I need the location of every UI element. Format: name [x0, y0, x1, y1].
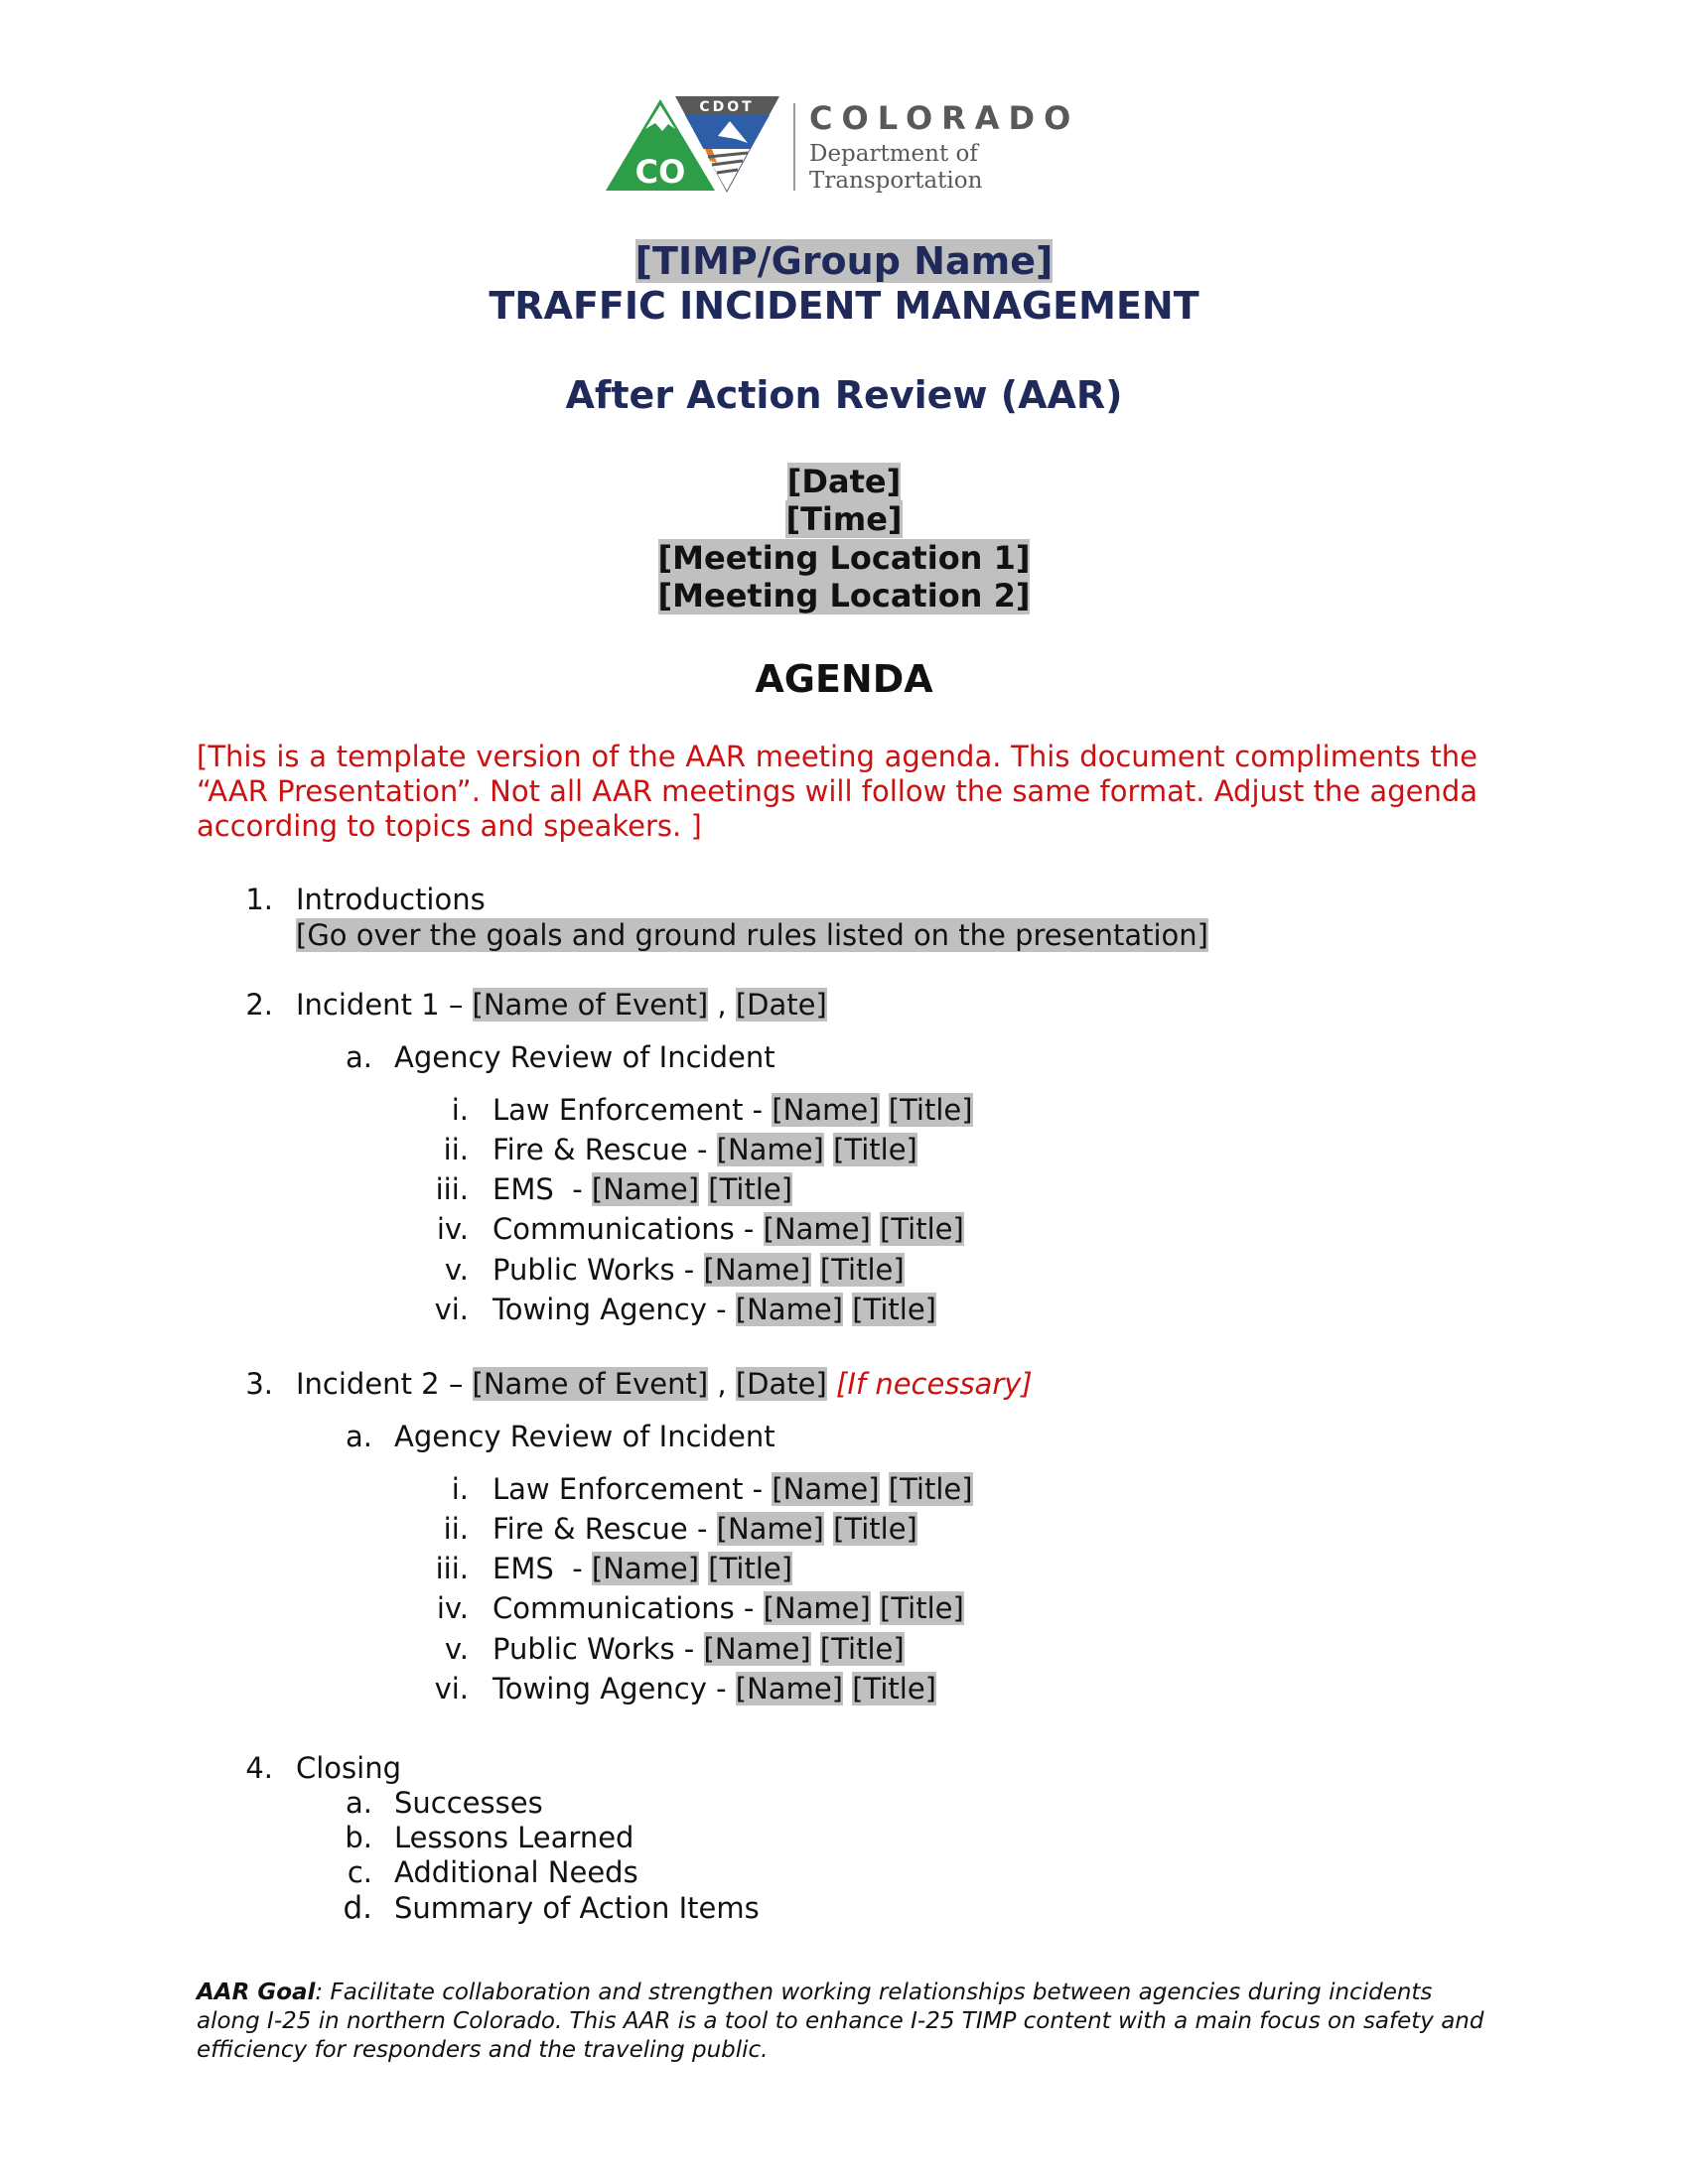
agency-name-placeholder[interactable]: [Name]	[763, 1591, 871, 1625]
agency-name-placeholder[interactable]: [Name]	[716, 1133, 824, 1166]
item-number: 1.	[245, 883, 273, 916]
agency-row	[0, 1471, 1688, 1507]
agency-number: vi.	[434, 1293, 469, 1326]
agenda-item-incident-2	[0, 1366, 1688, 1402]
agency-label: Fire & Rescue -	[492, 1512, 708, 1546]
svg-text:CDOT: CDOT	[699, 99, 755, 115]
closing-sub-item	[0, 1820, 1688, 1855]
agency-number: iii.	[435, 1172, 469, 1206]
agency-line	[492, 1252, 905, 1288]
document-title: After Action Review (AAR)	[565, 373, 1123, 417]
agency-line	[492, 1511, 917, 1547]
agency-line	[492, 1590, 964, 1626]
agency-line	[492, 1171, 792, 1207]
agency-number: vi.	[434, 1672, 469, 1706]
agency-line	[492, 1551, 792, 1586]
agency-label: Towing Agency -	[492, 1293, 727, 1326]
program-title: TRAFFIC INCIDENT MANAGEMENT	[489, 284, 1199, 328]
agency-title-placeholder[interactable]: [Title]	[888, 1093, 973, 1127]
sub-item-letter: a.	[346, 1420, 372, 1453]
meeting-location-1-placeholder[interactable]: [Meeting Location 1]	[657, 539, 1031, 577]
meeting-location-2-line	[0, 577, 1688, 614]
agency-number: ii.	[443, 1512, 469, 1546]
agency-label: Towing Agency -	[492, 1672, 727, 1706]
agency-row	[0, 1132, 1688, 1167]
sub-item-label: Lessons Learned	[394, 1821, 634, 1854]
incident-1-label: Incident 1 –	[296, 988, 464, 1022]
sub-item-letter: a.	[346, 1786, 372, 1820]
agency-name-placeholder[interactable]: [Name]	[735, 1293, 843, 1326]
agency-line	[492, 1292, 936, 1327]
agency-title-placeholder[interactable]: [Title]	[708, 1172, 793, 1206]
introductions-note-placeholder[interactable]: [Go over the goals and ground rules listed on the presentation]	[296, 918, 1208, 952]
agency-label: Law Enforcement -	[492, 1472, 764, 1506]
separator: ,	[717, 1367, 727, 1401]
item-number: 3.	[245, 1367, 273, 1401]
agency-row	[0, 1292, 1688, 1327]
if-necessary-note: [If necessary]	[836, 1367, 1033, 1401]
agency-name-placeholder[interactable]: [Name]	[591, 1172, 700, 1206]
aar-goal-label: AAR Goal	[197, 1979, 316, 2005]
agency-row	[0, 1252, 1688, 1288]
meeting-time-placeholder[interactable]: [Time]	[785, 500, 903, 538]
agenda-item-introductions	[0, 882, 1688, 917]
agency-row	[0, 1511, 1688, 1547]
agency-number: v.	[444, 1632, 469, 1666]
agency-label: Public Works -	[492, 1253, 695, 1287]
agency-line	[492, 1631, 905, 1667]
agency-name-placeholder[interactable]: [Name]	[703, 1253, 811, 1287]
meeting-date-placeholder[interactable]: [Date]	[786, 463, 902, 500]
closing-sub-item	[0, 1785, 1688, 1821]
agency-line	[492, 1132, 917, 1167]
incident-2-event-placeholder[interactable]: [Name of Event]	[472, 1367, 709, 1401]
agency-title-placeholder[interactable]: [Title]	[708, 1552, 793, 1585]
svg-text:CO: CO	[634, 153, 686, 191]
meeting-date-line	[0, 463, 1688, 500]
agency-number: ii.	[443, 1133, 469, 1166]
agency-name-placeholder[interactable]: [Name]	[591, 1552, 700, 1585]
sub-item-label: Agency Review of Incident	[394, 1040, 775, 1074]
introductions-note-line	[296, 917, 1208, 953]
agency-name-placeholder[interactable]: [Name]	[763, 1212, 871, 1246]
agency-row	[0, 1171, 1688, 1207]
agency-name-placeholder[interactable]: [Name]	[772, 1472, 880, 1506]
agency-name-placeholder[interactable]: [Name]	[716, 1512, 824, 1546]
group-name-placeholder[interactable]: [TIMP/Group Name]	[634, 239, 1054, 283]
agency-number: i.	[451, 1472, 469, 1506]
agency-row	[0, 1551, 1688, 1586]
incident-2-date-placeholder[interactable]: [Date]	[735, 1367, 827, 1401]
meeting-location-2-placeholder[interactable]: [Meeting Location 2]	[657, 577, 1031, 614]
agency-title-placeholder[interactable]: [Title]	[888, 1472, 973, 1506]
cdot-logo	[601, 91, 1087, 201]
agency-title-placeholder[interactable]: [Title]	[880, 1591, 964, 1625]
agency-number: i.	[451, 1093, 469, 1127]
sub-item-label: Additional Needs	[394, 1855, 638, 1889]
agency-label: EMS -	[492, 1552, 583, 1585]
cdot-logo-mark-icon	[601, 91, 1087, 201]
agency-title-placeholder[interactable]: [Title]	[880, 1212, 964, 1246]
agency-label: Communications -	[492, 1212, 755, 1246]
agenda-item-incident-1	[0, 987, 1688, 1023]
meeting-time-line	[0, 500, 1688, 538]
item-number: 4.	[245, 1751, 273, 1785]
agency-name-placeholder[interactable]: [Name]	[735, 1672, 843, 1706]
agency-number: iv.	[436, 1212, 469, 1246]
incident-1-line	[296, 987, 827, 1023]
svg-text:COLORADO: COLORADO	[809, 99, 1080, 137]
agency-label: Communications -	[492, 1591, 755, 1625]
separator: ,	[717, 988, 727, 1022]
svg-text:Transportation: Transportation	[809, 168, 983, 194]
item-label: Closing	[296, 1751, 402, 1785]
agency-row	[0, 1631, 1688, 1667]
sub-item-letter: d.	[343, 1890, 372, 1926]
agency-label: Public Works -	[492, 1632, 695, 1666]
incident-2-label: Incident 2 –	[296, 1367, 464, 1401]
agency-name-placeholder[interactable]: [Name]	[772, 1093, 880, 1127]
agency-row	[0, 1671, 1688, 1706]
agency-title-placeholder[interactable]: [Title]	[819, 1253, 905, 1287]
agency-title-placeholder[interactable]: [Title]	[833, 1133, 917, 1166]
agency-title-placeholder[interactable]: [Title]	[852, 1672, 936, 1706]
incident-2-line	[296, 1366, 1033, 1402]
meeting-location-1-line	[0, 539, 1688, 577]
agency-title-placeholder[interactable]: [Title]	[852, 1293, 936, 1326]
agency-line	[492, 1092, 973, 1128]
closing-sub-item	[0, 1854, 1688, 1890]
incident-1-date-placeholder[interactable]: [Date]	[735, 988, 827, 1022]
agency-label: Law Enforcement -	[492, 1093, 764, 1127]
agency-row	[0, 1590, 1688, 1626]
agency-label: EMS -	[492, 1172, 583, 1206]
sub-item-label: Agency Review of Incident	[394, 1420, 775, 1453]
agency-row	[0, 1211, 1688, 1247]
agency-title-placeholder[interactable]: [Title]	[833, 1512, 917, 1546]
sub-item-letter: c.	[347, 1855, 372, 1889]
sub-item-label: Successes	[394, 1786, 543, 1820]
aar-goal-text: : Facilitate collaboration and strengthen working relationships between agencies during incidents along I-25 in northern Colorado. This AAR is a tool to enhance I-25 TIMP content with a main focus on safety and efficiency for responders and the traveling public.	[197, 1979, 1484, 2063]
aar-goal-statement	[197, 1979, 1487, 2065]
incident-2-agency-review	[0, 1419, 1688, 1454]
agency-row	[0, 1092, 1688, 1128]
agency-line	[492, 1471, 973, 1507]
group-name-line	[0, 239, 1688, 283]
agency-label: Fire & Rescue -	[492, 1133, 708, 1166]
template-instruction-note: [This is a template version of the AAR meeting agenda. This document compliments the “AAR Presentation”. Not all AAR meetings will follow the same format. Adjust the agenda according to topics and speakers. ]	[197, 740, 1477, 843]
agency-name-placeholder[interactable]: [Name]	[703, 1632, 811, 1666]
agency-title-placeholder[interactable]: [Title]	[819, 1632, 905, 1666]
sub-item-label: Summary of Action Items	[394, 1891, 760, 1925]
agency-line	[492, 1671, 936, 1706]
sub-item-letter: a.	[346, 1040, 372, 1074]
svg-text:Department of: Department of	[809, 141, 978, 167]
item-number: 2.	[245, 988, 273, 1022]
agency-line	[492, 1211, 964, 1247]
closing-sub-item	[0, 1890, 1688, 1926]
agency-number: iv.	[436, 1591, 469, 1625]
agenda-heading: AGENDA	[755, 657, 933, 701]
sub-item-letter: b.	[345, 1821, 372, 1854]
agency-number: iii.	[435, 1552, 469, 1585]
agency-number: v.	[444, 1253, 469, 1287]
item-label: Introductions	[296, 883, 486, 916]
incident-1-event-placeholder[interactable]: [Name of Event]	[472, 988, 709, 1022]
agenda-item-closing	[0, 1750, 1688, 1786]
incident-1-agency-review	[0, 1039, 1688, 1075]
